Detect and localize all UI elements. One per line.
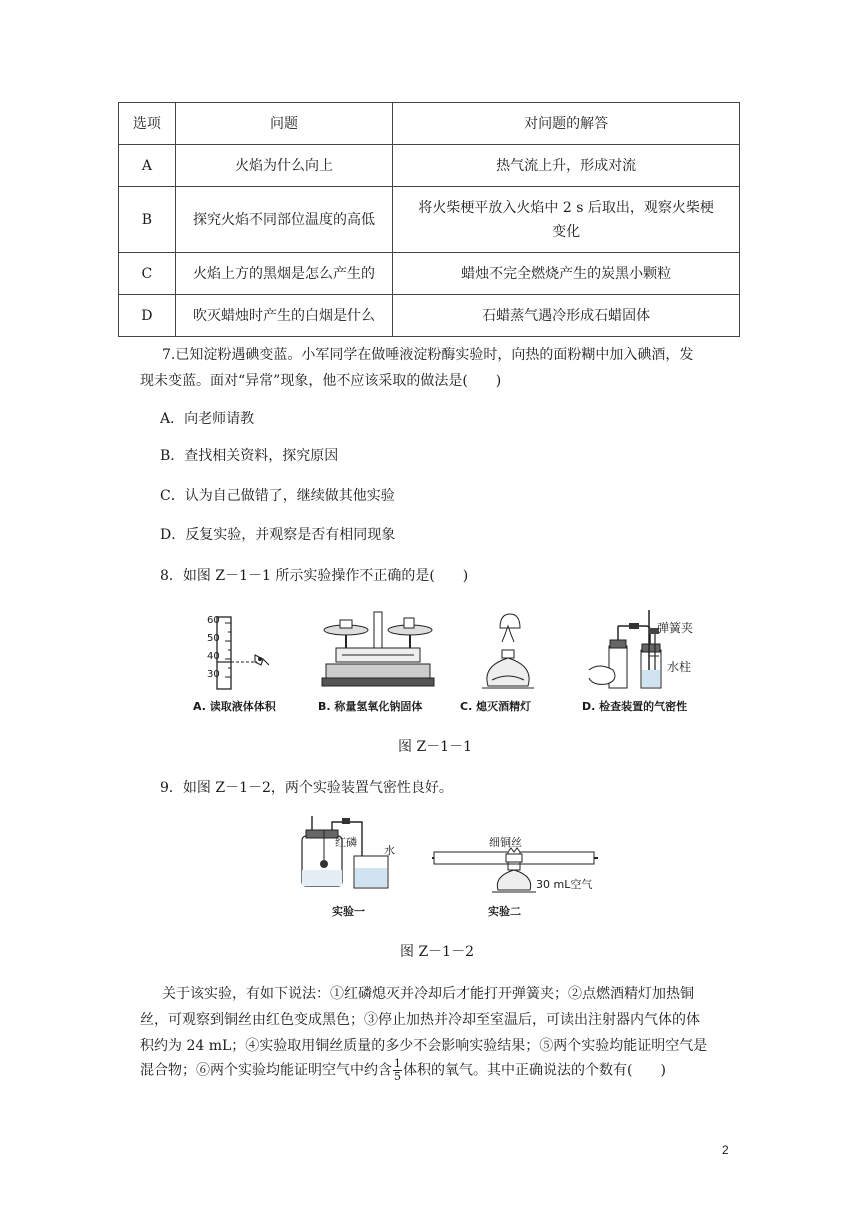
q9-para-line3: 积约为 24 mL；④实验取用铜丝质量的多少不会影响实验结果；⑤两个实验均能证明空气是 [140,1038,708,1054]
cell-answer-line: 将火柴梗平放入火焰中 2 s 后取出，观察火柴梗 [418,199,714,216]
cell-option: B [119,187,176,253]
cell-answer [393,187,740,253]
cell-option: D [119,295,176,337]
label-water: 水 [384,844,395,857]
label-red-phosphorus: 红磷 [335,836,357,849]
q7-option-b: B．查找相关资料，探究原因 [160,448,339,464]
cell-answer: 热气流上升，形成对流 [393,145,740,187]
q9-stem: 9．如图 Z－1－2，两个实验装置气密性良好。 [160,780,453,796]
label-experiment-1: 实验一 [332,905,365,918]
figure-c-alcohol-lamp-illustration [478,610,538,694]
tick-label: 50 [207,633,220,644]
tick-label: 40 [207,651,220,662]
cell-question: 探究火焰不同部位温度的高低 [175,187,393,253]
label-water-column: 水柱 [667,660,692,674]
header-option: 选项 [119,103,176,145]
label-spring-clip: 弹簧夹 [657,621,694,635]
figure-b-balance-illustration [318,608,438,694]
table-row [119,253,740,295]
q9-para-line1: 关于该实验，有如下说法：①红磷熄灭并冷却后才能打开弹簧夹；②点燃酒精灯加热铜 [162,986,694,1002]
q7-option-d: D．反复实验，并观察是否有相同现象 [160,527,396,543]
q9-para-line4 [140,1058,666,1083]
tick-label: 60 [207,615,220,626]
label-copper-wire: 细铜丝 [489,836,522,849]
cell-question: 火焰为什么向上 [175,145,393,187]
figure-caption-z-1-2: 图 Z－1－2 [400,944,474,960]
figure-label-d: D. 检查装置的气密性 [582,700,688,713]
label-experiment-2: 实验二 [488,905,521,918]
table-header-row [119,103,740,145]
tick-label: 30 [207,669,220,680]
fraction-denominator: 5 [394,1070,401,1083]
q8-stem: 8．如图 Z－1－1 所示实验操作不正确的是( ) [160,568,469,584]
figure-caption-z-1-1: 图 Z－1－1 [398,739,472,755]
q7-stem-line2: 现未变蓝。面对“异常”现象，他不应该采取的做法是( ) [140,373,502,389]
figure-label-a: A. 读取液体体积 [193,700,276,713]
page-number: 2 [722,1143,729,1157]
figure-label-c: C. 熄灭酒精灯 [460,700,532,713]
cell-question: 吹灭蜡烛时产生的白烟是什么 [175,295,393,337]
table-row [119,187,740,253]
q7-stem-line1: 7.已知淀粉遇碘变蓝。小军同学在做唾液淀粉酶实验时，向热的面粉糊中加入碘酒，发 [162,347,694,363]
q9-para-line2: 丝，可观察到铜丝由红色变成黑色；③停止加热并冷却至室温后，可读出注射器内气体的体 [140,1012,700,1028]
fraction-one-fifth [393,1058,402,1083]
header-answer: 对问题的解答 [393,103,740,145]
label-air-volume: 30 mL空气 [536,878,593,891]
q9-para-line4-a: 混合物；⑥两个实验均能证明空气中约含 [140,1062,392,1079]
figure-label-b: B. 称量氢氧化钠固体 [318,700,423,713]
qa-table [118,102,740,337]
q9-para-line4-b: 体积的氧气。其中正确说法的个数有( ) [403,1062,666,1079]
fraction-numerator: 1 [394,1057,401,1070]
cell-option: A [119,145,176,187]
cell-answer: 石蜡蒸气遇冷形成石蜡固体 [393,295,740,337]
header-question: 问题 [175,103,393,145]
q7-option-c: C．认为自己做错了，继续做其他实验 [160,488,395,504]
cell-answer: 蜡烛不完全燃烧产生的炭黑小颗粒 [393,253,740,295]
cell-option: C [119,253,176,295]
table-row [119,295,740,337]
cell-answer-line: 变化 [552,223,581,240]
q7-option-a: A．向老师请教 [160,411,255,427]
table-row [119,145,740,187]
cell-question: 火焰上方的黑烟是怎么产生的 [175,253,393,295]
